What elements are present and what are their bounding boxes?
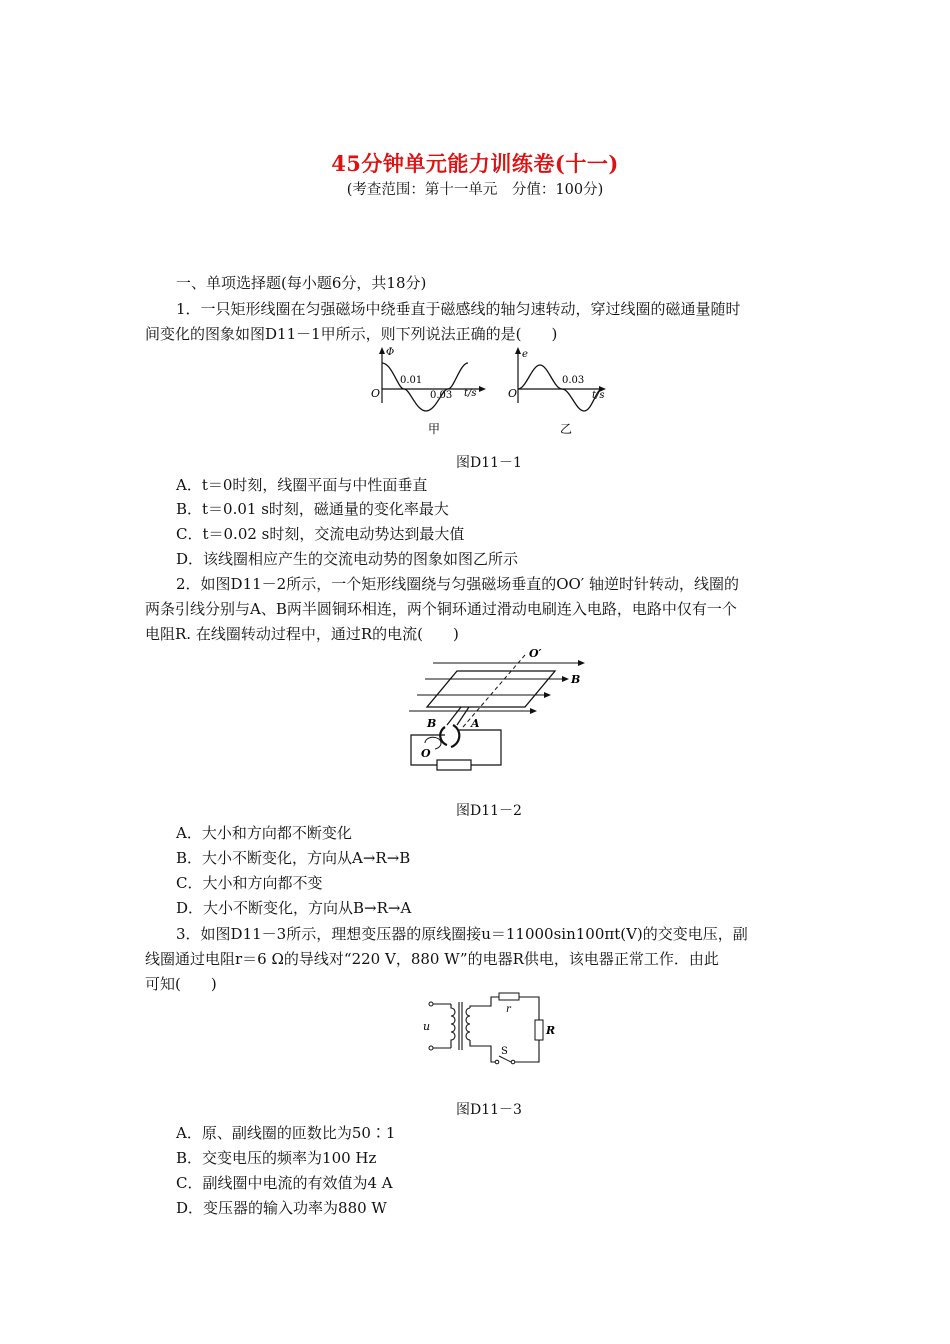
graph-emf-xlabel: t/s: [592, 390, 605, 401]
q2-option-c: C．大小和方向都不变: [176, 874, 323, 892]
q2-option-b: B．大小不断变化，方向从A→R→B: [176, 849, 411, 867]
q1-option-a: A．t＝0时刻，线圈平面与中性面垂直: [176, 476, 428, 494]
graph-emf-tick: 0.03: [562, 375, 585, 386]
graph-emf-origin: O: [508, 387, 518, 400]
graph-emf-caption: 乙: [560, 422, 573, 436]
q1-option-d: D．该线圈相应产生的交流电动势的图象如图乙所示: [176, 550, 519, 568]
q3-option-d: D．变压器的输入功率为880 W: [176, 1199, 387, 1217]
figure-d11-2: [395, 645, 595, 775]
section-heading: 一、单项选择题(每小题6分，共18分): [176, 274, 427, 292]
q1-option-c: C．t＝0.02 s时刻，交流电动势达到最大值: [176, 525, 465, 543]
q1-option-b: B．t＝0.01 s时刻，磁通量的变化率最大: [176, 500, 449, 518]
figure-d11-2-label-o: O: [421, 747, 431, 760]
figure-d11-3-label-u: u: [423, 1020, 431, 1033]
figure-d11-3-caption: 图D11－3: [456, 1102, 522, 1118]
graph-flux-tick2: 0.03: [430, 390, 453, 401]
graph-flux-caption: 甲: [428, 422, 441, 436]
q2-option-a: A．大小和方向都不断变化: [176, 824, 352, 842]
figure-d11-3-label-r: r: [506, 1004, 511, 1015]
graph-emf: [508, 347, 606, 436]
figure-d11-2-caption: 图D11－2: [456, 803, 522, 819]
figure-d11-3: [415, 992, 565, 1070]
page-title: 45分钟单元能力训练卷(十一): [331, 151, 619, 176]
graph-emf-ylabel: e: [522, 349, 528, 360]
figure-d11-1: [360, 345, 620, 440]
graph-flux-origin: O: [371, 387, 381, 400]
q2-option-d: D．大小不断变化，方向从B→R→A: [176, 899, 412, 917]
q2-stem-line1: 2．如图D11－2所示，一个矩形线圈绕与匀强磁场垂直的OO′ 轴逆时针转动，线圈的: [176, 575, 739, 593]
q1-stem-line1: 1．一只矩形线圈在匀强磁场中绕垂直于磁感线的轴匀速转动，穿过线圈的磁通量随时: [176, 300, 741, 318]
figure-d11-2-label-ring-a: A: [471, 717, 480, 730]
figure-d11-1-caption: 图D11－1: [456, 455, 522, 471]
q3-stem-line1: 3．如图D11－3所示，理想变压器的原线圈接u＝11000sin100πt(V)的交变电压，副: [176, 925, 748, 943]
q3-option-b: B．交变电压的频率为100 Hz: [176, 1149, 377, 1167]
figure-d11-2-label-o-prime: O′: [529, 647, 542, 660]
q3-stem-line3: 可知( ): [145, 975, 217, 993]
graph-flux-xlabel: t/s: [464, 388, 477, 399]
graph-flux-tick1: 0.01: [400, 375, 423, 386]
q3-stem-line2: 线圈通过电阻r＝6 Ω的导线对“220 V，880 W”的电器R供电，该电器正常工作．由此: [145, 950, 719, 968]
figure-d11-3-label-s: S: [501, 1046, 508, 1057]
q3-option-a: A．原、副线圈的匝数比为50∶1: [176, 1124, 396, 1142]
q3-option-c: C．副线圈中电流的有效值为4 A: [176, 1174, 393, 1192]
page-subtitle: (考查范围：第十一单元 分值：100分): [346, 182, 604, 198]
q2-stem-line2: 两条引线分别与A、B两半圆铜环相连，两个铜环通过滑动电刷连入电路，电路中仅有一个: [145, 600, 737, 618]
figure-d11-3-label-big-r: R: [546, 1024, 556, 1037]
figure-d11-2-label-b-field: B: [571, 673, 581, 686]
q1-stem-line2: 间变化的图象如图D11－1甲所示，则下列说法正确的是( ): [145, 325, 558, 343]
graph-flux-ylabel: Φ: [386, 347, 395, 358]
graph-flux: [371, 347, 486, 436]
figure-d11-2-label-ring-b: B: [427, 717, 437, 730]
q2-stem-line3: 电阻R. 在线圈转动过程中，通过R的电流( ): [145, 625, 459, 643]
